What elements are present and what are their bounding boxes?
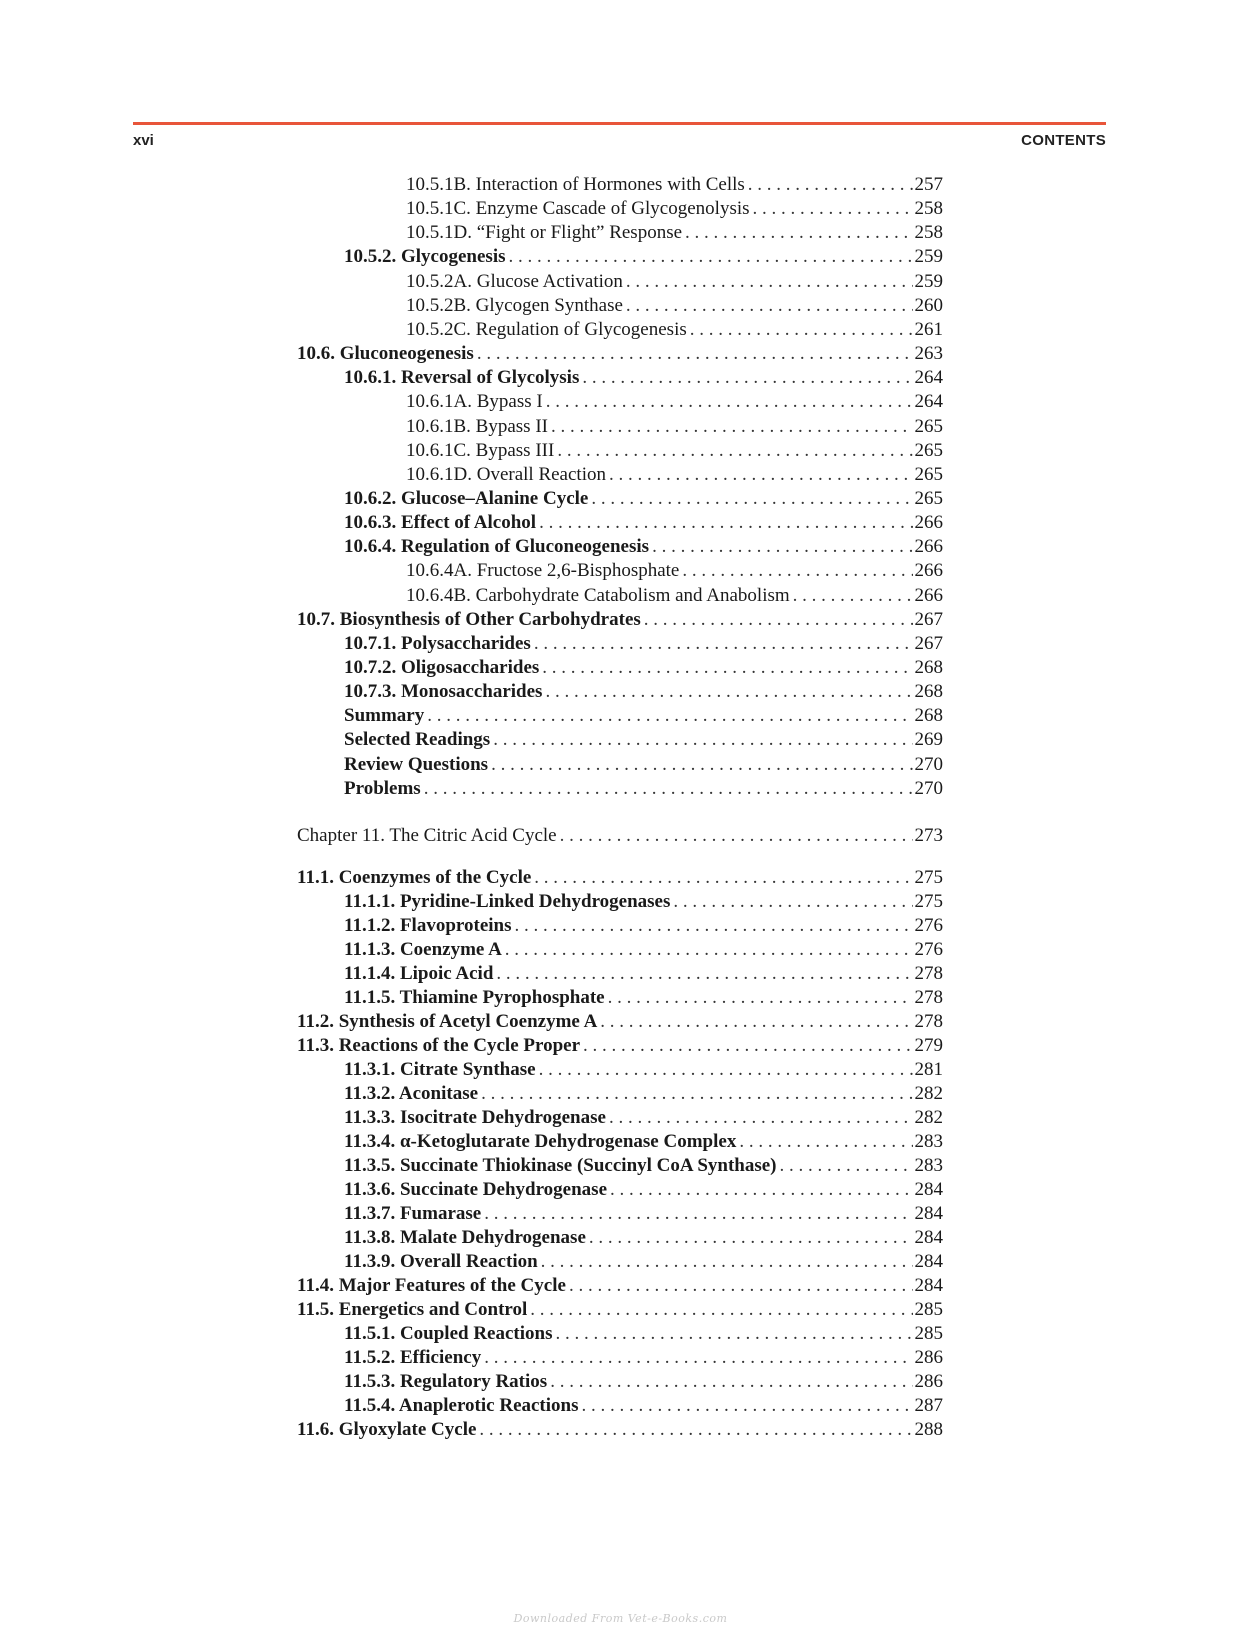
toc-entry[interactable] bbox=[297, 342, 943, 366]
toc-entry[interactable] bbox=[406, 318, 943, 342]
toc-entry-page: 268 bbox=[914, 657, 943, 678]
dot-leader bbox=[491, 753, 912, 777]
toc-entry-page: 264 bbox=[914, 367, 943, 388]
dot-leader bbox=[644, 608, 913, 632]
toc-entry-page: 268 bbox=[914, 705, 943, 726]
toc-entry-title: 11.5.3. Regulatory Ratios bbox=[344, 1371, 548, 1392]
toc-entry-page: 275 bbox=[914, 891, 943, 912]
toc-entry-page: 286 bbox=[914, 1347, 943, 1368]
toc-entry-title: 11.1. Coenzymes of the Cycle bbox=[297, 867, 532, 888]
toc-entry-page: 288 bbox=[914, 1419, 943, 1440]
toc-entry[interactable] bbox=[344, 1226, 943, 1250]
dot-leader bbox=[481, 1082, 912, 1106]
watermark: Downloaded From Vet-e-Books.com bbox=[513, 1612, 728, 1625]
dot-leader bbox=[509, 245, 913, 269]
toc-entry-page: 259 bbox=[914, 246, 943, 267]
toc-entry-title: 11.3.4. α-Ketoglutarate Dehydrogenase Complex bbox=[344, 1131, 737, 1152]
toc-entry-title: 11.1.2. Flavoproteins bbox=[344, 915, 512, 936]
toc-entry-page: 283 bbox=[914, 1155, 943, 1176]
toc-entry[interactable] bbox=[406, 439, 943, 463]
toc-entry[interactable] bbox=[344, 890, 943, 914]
toc-entry[interactable] bbox=[297, 1010, 943, 1034]
dot-leader bbox=[560, 824, 913, 848]
toc-entry[interactable] bbox=[297, 1298, 943, 1322]
dot-leader bbox=[626, 294, 913, 318]
toc-entry-title: 11.2. Synthesis of Acetyl Coenzyme A bbox=[297, 1011, 598, 1032]
dot-leader bbox=[780, 1154, 913, 1178]
toc-entry-title: 10.7. Biosynthesis of Other Carbohydrates bbox=[297, 609, 641, 630]
toc-entry-page: 263 bbox=[914, 343, 943, 364]
toc-entry[interactable] bbox=[344, 1154, 943, 1178]
dot-leader bbox=[496, 962, 912, 986]
dot-leader bbox=[545, 680, 912, 704]
toc-entry-page: 276 bbox=[914, 915, 943, 936]
toc-entry-title: 10.5.1D. “Fight or Flight” Response bbox=[406, 222, 683, 243]
toc-entry-title: 10.5.2. Glycogenesis bbox=[344, 246, 506, 267]
toc-entry-title: 11.1.3. Coenzyme A bbox=[344, 939, 502, 960]
toc-entry-title: 10.7.1. Polysaccharides bbox=[344, 633, 531, 654]
dot-leader bbox=[550, 1370, 912, 1394]
toc-entry-page: 269 bbox=[914, 729, 943, 750]
dot-leader bbox=[539, 1058, 913, 1082]
dot-leader bbox=[582, 1394, 913, 1418]
dot-leader bbox=[515, 914, 913, 938]
toc-entry[interactable] bbox=[406, 415, 943, 439]
toc-entry-page: 287 bbox=[914, 1395, 943, 1416]
toc-entry-page: 285 bbox=[914, 1299, 943, 1320]
toc-entry-title: 11.3.3. Isocitrate Dehydrogenase bbox=[344, 1107, 606, 1128]
toc-entry-page: 285 bbox=[914, 1323, 943, 1344]
dot-leader bbox=[557, 439, 912, 463]
toc-entry[interactable] bbox=[344, 1394, 943, 1418]
toc-entry-title: 11.4. Major Features of the Cycle bbox=[297, 1275, 566, 1296]
toc-entry-title: 11.3.6. Succinate Dehydrogenase bbox=[344, 1179, 608, 1200]
running-head: CONTENTS bbox=[1021, 132, 1106, 149]
toc-entry-title: Selected Readings bbox=[344, 729, 491, 750]
dot-leader bbox=[541, 1250, 913, 1274]
toc-entry-page: 284 bbox=[914, 1227, 943, 1248]
toc-entry-title: 11.6. Glyoxylate Cycle bbox=[297, 1419, 477, 1440]
toc-entry-title: Summary bbox=[344, 705, 425, 726]
toc-entry-page: 281 bbox=[914, 1059, 943, 1080]
toc-entry-page: 276 bbox=[914, 939, 943, 960]
toc-entry[interactable] bbox=[297, 608, 943, 632]
toc-entry-page: 266 bbox=[914, 585, 943, 606]
toc-entry[interactable] bbox=[406, 390, 943, 414]
dot-leader bbox=[534, 632, 913, 656]
dot-leader bbox=[556, 1322, 913, 1346]
toc-entry-title: 10.7.3. Monosaccharides bbox=[344, 681, 543, 702]
toc-entry[interactable] bbox=[344, 511, 943, 535]
dot-leader bbox=[542, 656, 912, 680]
toc-entry-title: 11.5.2. Efficiency bbox=[344, 1347, 482, 1368]
dot-leader bbox=[551, 415, 913, 439]
toc-entry-title: 11.1.4. Lipoic Acid bbox=[344, 963, 494, 984]
toc-entry[interactable] bbox=[406, 463, 943, 487]
dot-leader bbox=[652, 535, 912, 559]
toc-entry-title: 11.5.4. Anaplerotic Reactions bbox=[344, 1395, 579, 1416]
toc-entry-page: 283 bbox=[914, 1131, 943, 1152]
toc-entry[interactable] bbox=[344, 1178, 943, 1202]
dot-leader bbox=[600, 1010, 912, 1034]
toc-entry-title: 10.6.1C. Bypass III bbox=[406, 440, 555, 461]
toc-entry-page: 282 bbox=[914, 1083, 943, 1104]
toc-entry-page: 278 bbox=[914, 987, 943, 1008]
toc-entry-page: 286 bbox=[914, 1371, 943, 1392]
dot-leader bbox=[539, 511, 912, 535]
dot-leader bbox=[484, 1346, 912, 1370]
toc-entry-page: 284 bbox=[914, 1275, 943, 1296]
dot-leader bbox=[534, 866, 912, 890]
dot-leader bbox=[610, 1178, 912, 1202]
header-rule bbox=[133, 122, 1106, 125]
toc-entry[interactable] bbox=[344, 1082, 943, 1106]
toc-entry-page: 265 bbox=[914, 416, 943, 437]
toc-entry-title: 11.5. Energetics and Control bbox=[297, 1299, 528, 1320]
toc-entry-title: 10.5.1B. Interaction of Hormones with Cells bbox=[406, 174, 745, 195]
toc-entry[interactable] bbox=[406, 197, 943, 221]
toc-entry[interactable] bbox=[344, 704, 943, 728]
toc-entry[interactable] bbox=[344, 656, 943, 680]
toc-entry-page: 265 bbox=[914, 464, 943, 485]
dot-leader bbox=[479, 1418, 912, 1442]
toc-entry-title: Chapter 11. The Citric Acid Cycle bbox=[297, 825, 557, 846]
toc-entry[interactable] bbox=[406, 559, 943, 583]
dot-leader bbox=[589, 1226, 913, 1250]
toc-entry-page: 282 bbox=[914, 1107, 943, 1128]
toc-entry-page: 266 bbox=[914, 512, 943, 533]
toc-entry-page: 284 bbox=[914, 1203, 943, 1224]
dot-leader bbox=[682, 559, 912, 583]
dot-leader bbox=[583, 1034, 912, 1058]
dot-leader bbox=[424, 777, 913, 801]
toc-entry[interactable] bbox=[344, 366, 943, 390]
dot-leader bbox=[608, 986, 913, 1010]
toc-entry-title: 11.3.2. Aconitase bbox=[344, 1083, 479, 1104]
toc-entry[interactable] bbox=[406, 584, 943, 608]
toc-entry-page: 261 bbox=[914, 319, 943, 340]
toc-entry-page: 258 bbox=[914, 222, 943, 243]
toc-entry-page: 258 bbox=[914, 198, 943, 219]
toc-entry-page: 267 bbox=[914, 633, 943, 654]
dot-leader bbox=[569, 1274, 913, 1298]
toc-entry-title: 10.6.4A. Fructose 2,6-Bisphosphate bbox=[406, 560, 680, 581]
dot-leader bbox=[582, 366, 912, 390]
toc-entry-page: 270 bbox=[914, 754, 943, 775]
dot-leader bbox=[748, 173, 913, 197]
toc-entry[interactable] bbox=[344, 962, 943, 986]
dot-leader bbox=[530, 1298, 912, 1322]
toc-entry-page: 278 bbox=[914, 1011, 943, 1032]
toc-entry[interactable] bbox=[344, 487, 943, 511]
toc-entry-page: 275 bbox=[914, 867, 943, 888]
toc-entry-title: 11.3.7. Fumarase bbox=[344, 1203, 482, 1224]
toc-entry[interactable] bbox=[297, 1418, 943, 1442]
toc-entry-title: 10.5.2A. Glucose Activation bbox=[406, 271, 623, 292]
toc-entry[interactable] bbox=[344, 1130, 943, 1154]
toc-entry-page: 267 bbox=[914, 609, 943, 630]
toc-entry-page: 266 bbox=[914, 560, 943, 581]
dot-leader bbox=[427, 704, 912, 728]
toc-entry-page: 278 bbox=[914, 963, 943, 984]
toc-entry-page: 273 bbox=[914, 825, 943, 846]
toc-entry-page: 264 bbox=[914, 391, 943, 412]
toc-entry-title: 10.5.2C. Regulation of Glycogenesis bbox=[406, 319, 687, 340]
toc-entry[interactable] bbox=[344, 632, 943, 656]
dot-leader bbox=[609, 1106, 913, 1130]
dot-leader bbox=[505, 938, 913, 962]
toc-entry[interactable] bbox=[297, 1034, 943, 1058]
dot-leader bbox=[753, 197, 913, 221]
toc-entry[interactable] bbox=[297, 1274, 943, 1298]
toc-entry-title: 11.1.1. Pyridine-Linked Dehydrogenases bbox=[344, 891, 671, 912]
toc-entry[interactable] bbox=[297, 866, 943, 890]
toc-entry-title: 11.3. Reactions of the Cycle Proper bbox=[297, 1035, 581, 1056]
toc-entry-title: 11.5.1. Coupled Reactions bbox=[344, 1323, 553, 1344]
toc-entry-title: Review Questions bbox=[344, 754, 489, 775]
dot-leader bbox=[690, 318, 913, 342]
toc-entry-page: 260 bbox=[914, 295, 943, 316]
toc-entry-page: 284 bbox=[914, 1251, 943, 1272]
toc-entry-title: Problems bbox=[344, 778, 421, 799]
page-number: xvi bbox=[133, 132, 154, 149]
toc-entry-title: 10.6.3. Effect of Alcohol bbox=[344, 512, 537, 533]
toc-entry-page: 284 bbox=[914, 1179, 943, 1200]
dot-leader bbox=[685, 221, 912, 245]
toc-entry-title: 11.3.8. Malate Dehydrogenase bbox=[344, 1227, 586, 1248]
toc-entry-title: 11.1.5. Thiamine Pyrophosphate bbox=[344, 987, 605, 1008]
dot-leader bbox=[626, 270, 913, 294]
toc-entry[interactable] bbox=[297, 824, 943, 848]
dot-leader bbox=[493, 728, 912, 752]
toc-entry-title: 10.6.1A. Bypass I bbox=[406, 391, 543, 412]
toc-entry[interactable] bbox=[344, 680, 943, 704]
dot-leader bbox=[546, 390, 913, 414]
dot-leader bbox=[739, 1130, 912, 1154]
toc-entry-page: 265 bbox=[914, 440, 943, 461]
toc-entry[interactable] bbox=[344, 1250, 943, 1274]
toc-entry[interactable] bbox=[406, 173, 943, 197]
toc-entry-page: 259 bbox=[914, 271, 943, 292]
toc-entry[interactable] bbox=[344, 1058, 943, 1082]
toc-entry[interactable] bbox=[344, 1346, 943, 1370]
dot-leader bbox=[591, 487, 912, 511]
toc-entry[interactable] bbox=[344, 245, 943, 269]
toc-entry[interactable] bbox=[406, 270, 943, 294]
toc-entry-title: 10.6.1. Reversal of Glycolysis bbox=[344, 367, 580, 388]
toc-entry-title: 11.3.9. Overall Reaction bbox=[344, 1251, 538, 1272]
toc-entry-title: 10.7.2. Oligosaccharides bbox=[344, 657, 540, 678]
toc-entry-title: 10.6.4B. Carbohydrate Catabolism and Anabolism bbox=[406, 585, 790, 606]
toc-entry[interactable] bbox=[344, 1322, 943, 1346]
toc-entry[interactable] bbox=[344, 1370, 943, 1394]
toc-entry-title: 10.6.4. Regulation of Gluconeogenesis bbox=[344, 536, 650, 557]
toc-entry[interactable] bbox=[344, 1202, 943, 1226]
toc-entry-page: 279 bbox=[914, 1035, 943, 1056]
toc-entry-title: 10.5.2B. Glycogen Synthase bbox=[406, 295, 623, 316]
toc-entry[interactable] bbox=[344, 914, 943, 938]
toc-entry[interactable] bbox=[344, 753, 943, 777]
toc-entry[interactable] bbox=[406, 294, 943, 318]
toc-entry-title: 10.5.1C. Enzyme Cascade of Glycogenolysis bbox=[406, 198, 750, 219]
toc-entry-page: 265 bbox=[914, 488, 943, 509]
toc-entry[interactable] bbox=[344, 938, 943, 962]
toc-entry-page: 257 bbox=[914, 174, 943, 195]
toc-entry[interactable] bbox=[344, 728, 943, 752]
dot-leader bbox=[793, 584, 913, 608]
toc-entry-title: 10.6.1B. Bypass II bbox=[406, 416, 548, 437]
dot-leader bbox=[484, 1202, 912, 1226]
dot-leader bbox=[477, 342, 913, 366]
toc-entry-title: 10.6.2. Glucose–Alanine Cycle bbox=[344, 488, 589, 509]
toc-entry[interactable] bbox=[344, 1106, 943, 1130]
toc-entry-title: 10.6. Gluconeogenesis bbox=[297, 343, 474, 364]
toc-entry[interactable] bbox=[344, 986, 943, 1010]
toc-entry-page: 268 bbox=[914, 681, 943, 702]
toc-entry[interactable] bbox=[406, 221, 943, 245]
toc-entry-page: 266 bbox=[914, 536, 943, 557]
dot-leader bbox=[673, 890, 912, 914]
toc-entry-title: 11.3.5. Succinate Thiokinase (Succinyl CoA Synthase) bbox=[344, 1155, 777, 1176]
toc-entry[interactable] bbox=[344, 777, 943, 801]
dot-leader bbox=[609, 463, 913, 487]
toc-entry-title: 11.3.1. Citrate Synthase bbox=[344, 1059, 536, 1080]
toc-entry-page: 270 bbox=[914, 778, 943, 799]
toc-entry-title: 10.6.1D. Overall Reaction bbox=[406, 464, 606, 485]
toc-entry[interactable] bbox=[344, 535, 943, 559]
